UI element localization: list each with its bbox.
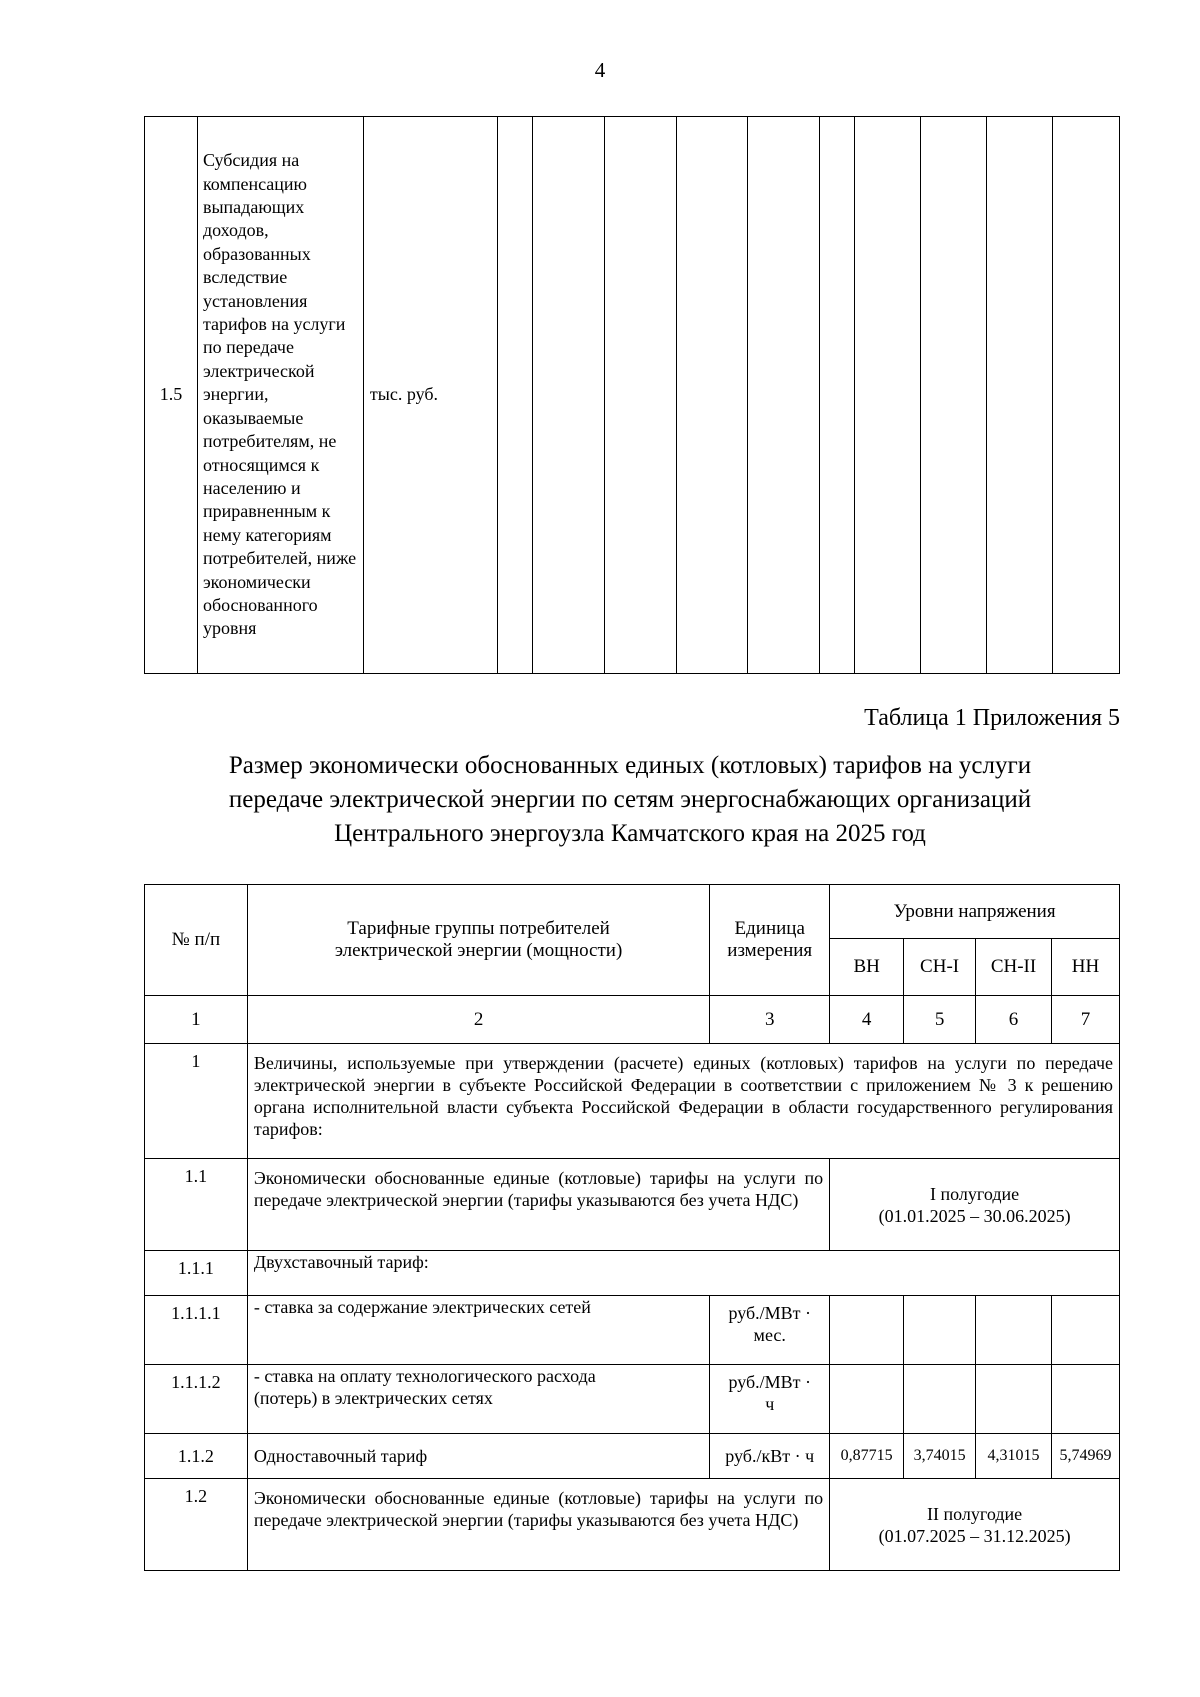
tariff-table xyxy=(144,884,1120,1571)
row-text: Экономически обоснованные единые (котловые) тарифы на услуги по передаче электрической энергии (тарифы указываются без учета НДС) xyxy=(247,1159,829,1251)
header-groups: Тарифные группы потребителей электрической энергии (мощности) xyxy=(247,885,709,996)
header-number: № п/п xyxy=(145,885,248,996)
value-sn2: 4,31015 xyxy=(976,1434,1052,1479)
row-number: 1.2 xyxy=(145,1479,248,1571)
empty-cell xyxy=(921,117,987,674)
page-number: 4 xyxy=(594,58,606,82)
period-label: II полугодие xyxy=(927,1503,1023,1524)
header-unit: Единица измерения xyxy=(710,885,830,996)
value-sn1: 3,74015 xyxy=(904,1434,976,1479)
table-row xyxy=(145,1159,1120,1251)
row-number: 1.1.1 xyxy=(145,1251,248,1296)
row-unit: руб./МВт · ч xyxy=(710,1365,830,1434)
document-title xyxy=(150,749,1110,851)
empty-cell xyxy=(748,117,820,674)
period-cell xyxy=(830,1159,1120,1251)
row-number: 1.1.1.2 xyxy=(145,1365,248,1434)
header-level-sn2: СН-II xyxy=(976,939,1052,996)
title-line: Центрального энергоузла Камчатского края на 2025 год xyxy=(334,820,926,847)
column-number-row xyxy=(145,996,1120,1044)
title-line: Размер экономически обоснованных единых (котловых) тарифов на услуги xyxy=(228,752,1032,779)
empty-cell xyxy=(976,1296,1052,1365)
table-row xyxy=(145,117,1120,674)
row-number: 1.1.2 xyxy=(145,1434,248,1479)
empty-cell xyxy=(497,117,532,674)
row-text: Экономически обоснованные единые (котловые) тарифы на услуги по передаче электрической энергии (тарифы указываются без учета НДС) xyxy=(247,1479,829,1571)
header-level-sn1: СН-I xyxy=(904,939,976,996)
table-row xyxy=(145,1296,1120,1365)
continuation-table xyxy=(144,116,1120,674)
row-unit: руб./МВт · мес. xyxy=(710,1296,830,1365)
empty-cell xyxy=(904,1365,976,1434)
empty-cell xyxy=(1051,1365,1119,1434)
empty-cell xyxy=(987,117,1053,674)
table-row xyxy=(145,1251,1120,1296)
table-row xyxy=(145,1044,1120,1159)
period-label: I полугодие xyxy=(930,1183,1020,1204)
period-dates: (01.07.2025 – 31.12.2025) xyxy=(878,1525,1071,1546)
empty-cell xyxy=(1051,1296,1119,1365)
table-row xyxy=(145,1365,1120,1434)
table-row xyxy=(145,1479,1120,1571)
column-number: 7 xyxy=(1051,996,1119,1044)
row-number: 1.5 xyxy=(145,117,198,674)
row-text: - ставка за содержание электрических сетей xyxy=(247,1296,709,1365)
table-caption: Таблица 1 Приложения 5 xyxy=(864,705,1120,731)
column-number: 3 xyxy=(710,996,830,1044)
row-number: 1.1 xyxy=(145,1159,248,1251)
period-cell xyxy=(830,1479,1120,1571)
value-vn: 0,87715 xyxy=(830,1434,904,1479)
column-number: 5 xyxy=(904,996,976,1044)
empty-cell xyxy=(1053,117,1120,674)
empty-cell xyxy=(604,117,676,674)
row-description: Субсидия на компенсацию выпадающих доходов, образованных вследствие установления тарифов на услуги по передаче электрической энергии, оказываемые потребителям, не относящимся к населению и приравненным к нему категориям потребителей, ниже экономически обоснованного уровня xyxy=(197,117,363,674)
header-row xyxy=(145,885,1120,939)
empty-cell xyxy=(830,1296,904,1365)
column-number: 4 xyxy=(830,996,904,1044)
row-text: - ставка на оплату технологического расхода (потерь) в электрических сетях xyxy=(247,1365,709,1434)
row-unit: тыс. руб. xyxy=(363,117,497,674)
row-number: 1 xyxy=(145,1044,248,1159)
empty-cell xyxy=(830,1365,904,1434)
empty-cell xyxy=(855,117,921,674)
title-line: передаче электрической энергии по сетям энергоснабжающих организаций xyxy=(228,786,1032,813)
header-level-vn: ВН xyxy=(830,939,904,996)
row-text: Одноставочный тариф xyxy=(247,1434,709,1479)
column-number: 1 xyxy=(145,996,248,1044)
empty-cell xyxy=(676,117,748,674)
row-number: 1.1.1.1 xyxy=(145,1296,248,1365)
row-text: Величины, используемые при утверждении (расчете) единых (котловых) тарифов на услуги по передаче электрической энергии в субъекте Российской Федерации в соответствии с приложением № 3 к решению органа исполнительной власти субъекта Российской Федерации в области государственного регулирования тарифов: xyxy=(247,1044,1119,1159)
value-nn: 5,74969 xyxy=(1051,1434,1119,1479)
empty-cell xyxy=(820,117,855,674)
header-voltage-levels: Уровни напряжения xyxy=(830,885,1120,939)
header-level-nn: НН xyxy=(1051,939,1119,996)
row-unit: руб./кВт · ч xyxy=(710,1434,830,1479)
column-number: 2 xyxy=(247,996,709,1044)
empty-cell xyxy=(532,117,604,674)
column-number: 6 xyxy=(976,996,1052,1044)
row-text: Двухставочный тариф: xyxy=(247,1251,1119,1296)
table-row xyxy=(145,1434,1120,1479)
period-dates: (01.01.2025 – 30.06.2025) xyxy=(878,1205,1071,1226)
empty-cell xyxy=(976,1365,1052,1434)
empty-cell xyxy=(904,1296,976,1365)
